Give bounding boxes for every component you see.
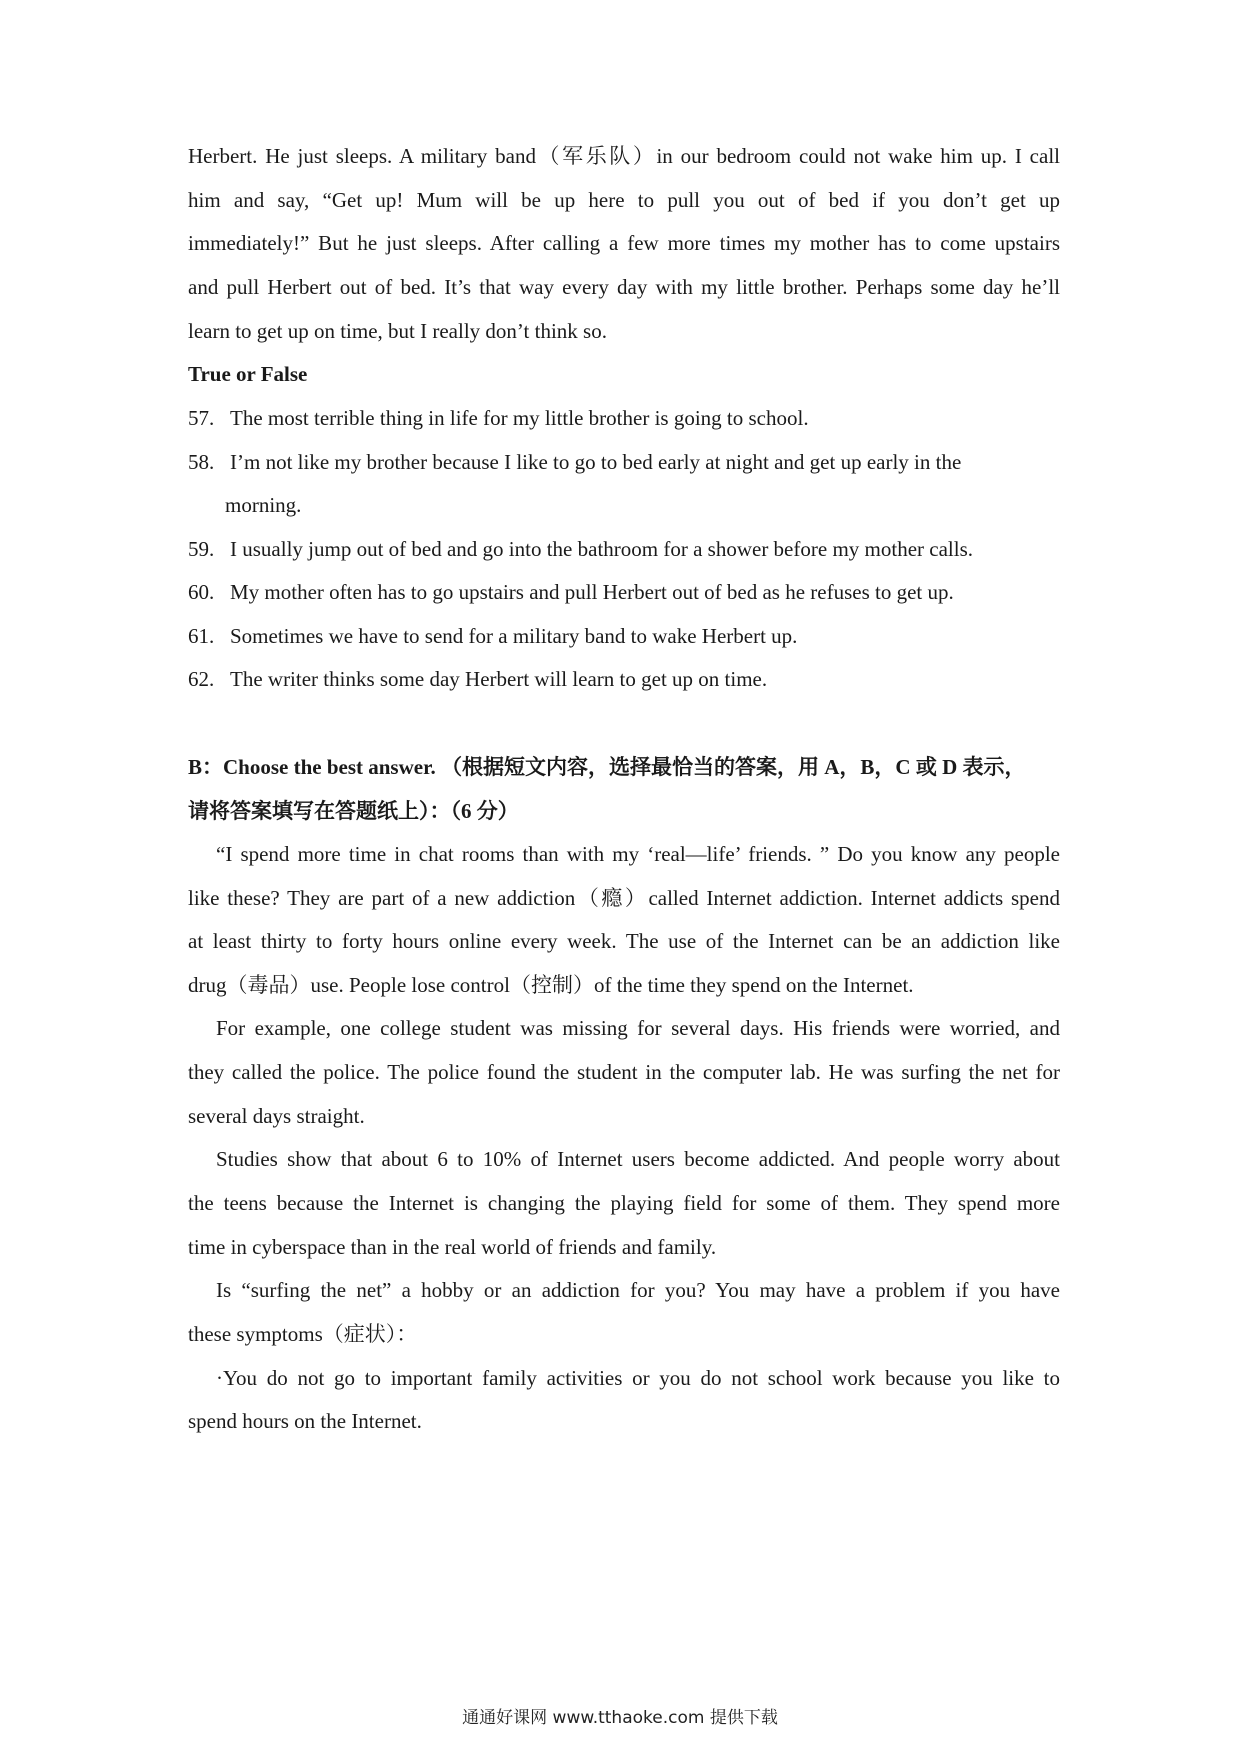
passage-b-line: the teens because the Internet is changing the playing field for some of them. They spend more (188, 1191, 1060, 1215)
page-footer: 通通好课网 www.tthaoke.com 提供下载 (462, 1708, 778, 1728)
passage-a-line: and pull Herbert out of bed. It’s that way every day with my little brother. Perhaps some day he’ll (188, 275, 1060, 299)
question-item (188, 578, 1060, 606)
passage-b-line: time in cyberspace than in the real world of friends and family. (188, 1235, 717, 1259)
passage-b-line: ·You do not go to important family activities or you do not school work because you like to (216, 1366, 1060, 1390)
passage-b-line: several days straight. (188, 1104, 365, 1128)
passage-b-line: they called the police. The police found the student in the computer lab. He was surfing the net for (188, 1060, 1060, 1084)
passage-b-line: “I spend more time in chat rooms than with my ‘real—life’ friends. ” Do you know any people (216, 842, 1060, 866)
question-number: 58. (188, 450, 215, 474)
passage-a-line: Herbert. He just sleeps. A military band（军乐队）in our bedroom could not wake him up. I call (188, 144, 1060, 168)
passage-b-line: these symptoms（症状）： (188, 1322, 418, 1346)
question-number: 59. (188, 537, 215, 561)
passage-a-line: him and say, “Get up! Mum will be up here to pull you out of bed if you don’t get up (188, 188, 1060, 212)
question-text: Sometimes we have to send for a military band to wake Herbert up. (230, 624, 798, 648)
question-item (188, 448, 1060, 476)
question-item (188, 535, 1060, 563)
question-item (188, 404, 1060, 432)
passage-b-line: Studies show that about 6 to 10% of Internet users become addicted. And people worry about (216, 1147, 1060, 1171)
passage-b-line: For example, one college student was missing for several days. His friends were worried, and (216, 1016, 1060, 1040)
question-item (188, 622, 1060, 650)
question-number: 60. (188, 580, 215, 604)
true-false-heading: True or False (188, 362, 308, 386)
passage-b-line: at least thirty to forty hours online every week. The use of the Internet can be an addiction like (188, 929, 1060, 953)
passage-a-line: learn to get up on time, but I really don’t think so. (188, 319, 607, 343)
question-text: The most terrible thing in life for my little brother is going to school. (230, 406, 809, 430)
passage-b-line: spend hours on the Internet. (188, 1409, 422, 1433)
question-text: I’m not like my brother because I like to go to bed early at night and get up early in the (230, 450, 962, 474)
passage-a-line: immediately!” But he just sleeps. After calling a few more times my mother has to come upstairs (188, 231, 1060, 255)
question-text: I usually jump out of bed and go into the bathroom for a shower before my mother calls. (230, 537, 973, 561)
question-text: The writer thinks some day Herbert will learn to get up on time. (230, 667, 768, 691)
question-number: 57. (188, 406, 215, 430)
question-number: 61. (188, 624, 215, 648)
section-b-heading: 请将答案填写在答题纸上）：（6 分） (188, 799, 519, 823)
passage-b-line: drug（毒品）use. People lose control（控制）of the time they spend on the Internet. (188, 973, 914, 997)
section-b-heading: B：Choose the best answer. （根据短文内容，选择最恰当的答案，用 A，B，C 或 D 表示， (188, 755, 1026, 779)
question-text: My mother often has to go upstairs and pull Herbert out of bed as he refuses to get up. (230, 580, 954, 604)
passage-b-line: Is “surfing the net” a hobby or an addiction for you? You may have a problem if you have (216, 1278, 1060, 1302)
question-item (188, 665, 1060, 693)
question-number: 62. (188, 667, 215, 691)
question-text-continuation: morning. (225, 493, 302, 517)
passage-b-line: like these? They are part of a new addiction（瘾）called Internet addiction. Internet addicts spend (188, 886, 1060, 910)
